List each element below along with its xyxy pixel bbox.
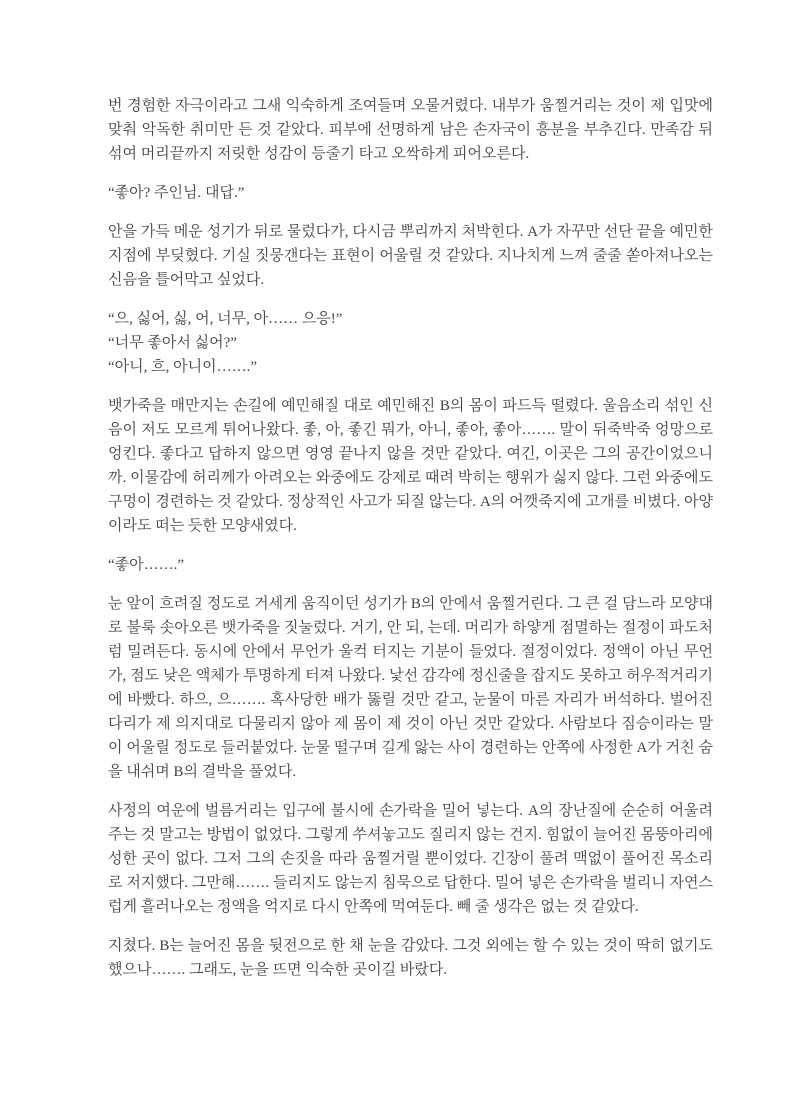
text-line: 뱃가죽을 매만지는 손길에 예민해질 대로 예민해진 B의 몸이 파드득 떨렸다. 울음소리 섞인 신음이 저도 모르게 튀어나왔다. 좋, 아, 좋긴 뭐가, 아니, 좋아, 좋아……. 말이 뒤죽박죽 엉망으로 엉킨다. 좋다고 답하지 않으면 영영 끝나지 않을 것만 같았다. 여긴, 이곳은 그의 공간이었으니까. 이물감에 허리께가 아려오는 와중에도 강제로 때려 박히는 행위가 싫지 않다. 그런 와중에도 구멍이 경련하는 것 같았다. 정상적인 사고가 되질 않는다. A의 어깻죽지에 고개를 비볐다. 아양이라도 떠는 듯한 모양새였다. — [108, 398, 713, 534]
text-line: “으, 싫어, 싫, 어, 너무, 아…… 으응!” — [108, 311, 343, 327]
text-line: 사정의 여운에 벌름거리는 입구에 불시에 손가락을 밀어 넣는다. A의 장난질에 순순히 어울려주는 것 말고는 방법이 없었다. 그렇게 쑤셔놓고도 질리지 않는 건지. 힘없이 늘어진 몸뚱아리에 성한 곳이 없다. 그저 그의 손짓을 따라 움찔거릴 뿐이었다. 긴장이 풀려 맥없이 풀어진 목소리로 저지했다. 그만해……. 들리지도 않는지 침묵으로 답한다. 밀어 넣은 손가락을 벌리니 자연스럽게 흘러나오는 정액을 억지로 다시 안쪽에 먹여둔다. 빼 줄 생각은 없는 것 같았다. — [108, 803, 713, 915]
text-line: “좋아…….” — [108, 557, 185, 573]
paragraph — [108, 934, 713, 982]
text-body — [108, 94, 713, 982]
paragraph — [108, 220, 713, 292]
paragraph — [108, 592, 713, 784]
paragraph — [108, 394, 713, 538]
text-line: “너무 좋아서 싫어?” — [108, 335, 237, 351]
paragraph — [108, 181, 713, 205]
text-line: 안을 가득 메운 성기가 뒤로 물렀다가, 다시금 뿌리까지 처박힌다. A가 자꾸만 선단 끝을 예민한 지점에 부딪혔다. 기실 짓뭉갠다는 표현이 어울릴 것 같았다. 지나치게 느껴 줄줄 쏟아져나오는 신음을 틀어막고 싶었다. — [108, 224, 713, 288]
text-line: 지쳤다. B는 늘어진 몸을 뒷전으로 한 채 눈을 감았다. 그것 외에는 할 수 있는 것이 딱히 없기도 했으나……. 그래도, 눈을 뜨면 익숙한 곳이길 바랐다. — [108, 938, 713, 978]
text-line: 눈 앞이 흐려질 정도로 거세게 움직이던 성기가 B의 안에서 움찔거린다. 그 큰 걸 담느라 모양대로 불룩 솟아오른 뱃가죽을 짓눌렀다. 거기, 안 되, 는데. 머리가 하얗게 점멸하는 절정이 파도처럼 밀려든다. 동시에 안에서 무언가 울컥 터지는 기분이 들었다. 절정이었다. 정액이 아닌 무언가, 점도 낮은 액체가 투명하게 터져 나왔다. 낯선 감각에 정신줄을 잡지도 못하고 허우적거리기에 바빴다. 하으, 으……. 혹사당한 배가 뚫릴 것만 같고, 눈물이 마른 자리가 버석하다. 벌어진 다리가 제 의지대로 다물리지 않아 제 몸이 제 것이 아닌 것만 같았다. 사람보다 짐승이라는 말이 어울릴 정도로 들러붙었다. 눈물 떨구며 길게 앓는 사이 경련하는 안쪽에 사정한 A가 거친 숨을 내쉬며 B의 결박을 풀었다. — [108, 596, 713, 780]
text-line: “좋아? 주인님. 대답.” — [108, 185, 245, 201]
paragraph — [108, 799, 713, 919]
text-line: “아니, 흐, 아니이…….” — [108, 359, 258, 375]
paragraph — [108, 553, 713, 577]
text-line: 번 경험한 자극이라고 그새 익숙하게 조여들며 오물거렸다. 내부가 움찔거리는 것이 제 입맛에 맞춰 악독한 취미만 든 것 같았다. 피부에 선명하게 남은 손자국이 흥분을 부추긴다. 만족감 뒤섞여 머리끝까지 저릿한 성감이 등줄기 타고 오싹하게 피어오른다. — [108, 98, 713, 162]
dialogue-paragraph — [108, 307, 713, 379]
paragraph — [108, 94, 713, 166]
